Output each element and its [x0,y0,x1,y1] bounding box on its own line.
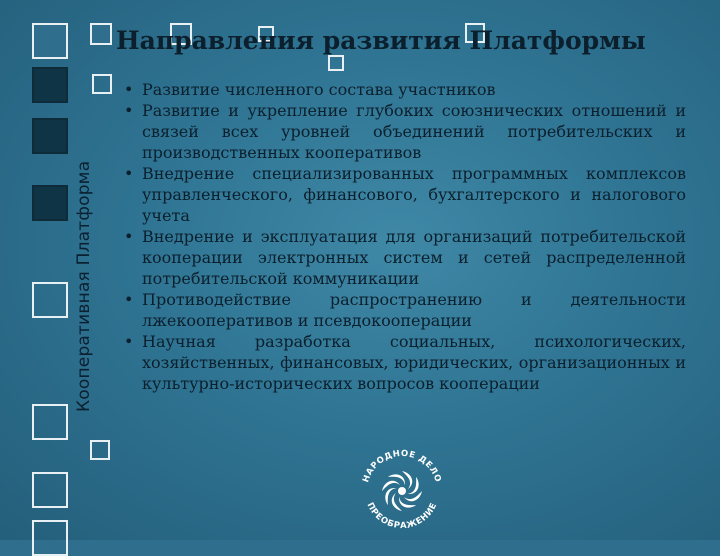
vertical-brand-label: Кооперативная Платформа [74,160,94,412]
decor-square [32,282,68,318]
decor-square [32,118,68,154]
decor-square [328,55,344,71]
decor-square [90,23,112,45]
list-item: • Развитие численного состава участников [118,79,686,100]
slide-title: Направления развития Платформы [116,26,646,55]
decor-square [90,440,110,460]
decor-square [32,520,68,556]
logo-top-text: НАРОДНОЕ ДЕЛО [361,448,443,484]
decor-square [32,404,68,440]
list-item: • Противодействие распространению и деятельности лжекооперативов и псевдокооперации [118,289,686,331]
list-item: • Научная разработка социальных, психологических, хозяйственных, финансовых, юридических, организационных и культурно-исторических вопросов кооперации [118,331,686,394]
decor-square [32,67,68,103]
decor-square [32,23,68,59]
logo-bottom-text: ПРЕОБРАЖЕНИЕ [364,501,440,532]
decor-square [32,185,68,221]
decor-square [92,74,112,94]
list-item: • Внедрение специализированных программных комплексов управленческого, финансового, бухгалтерского и налогового учета [118,163,686,226]
bullet-list [118,79,686,394]
decor-square [32,472,68,508]
list-item: • Внедрение и эксплуатация для организаций потребительской кооперации электронных систем и сетей распределенной потребительской коммуникации [118,226,686,289]
organization-logo [357,446,447,536]
list-item: • Развитие и укрепление глубоких союзнических отношений и связей всех уровней объединений потребительских и производственных кооперативов [118,100,686,163]
